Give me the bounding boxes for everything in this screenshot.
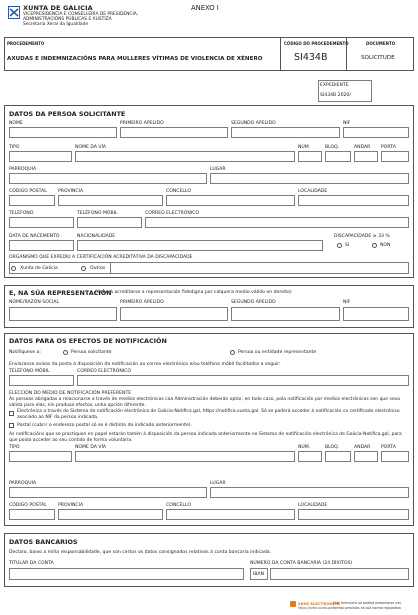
choice-title: ELECCIÓN DO MEDIO DE NOTIFICACIÓN PREFERENTE [9, 391, 132, 396]
label-account: NÚMERO DA CONTA BANCARIA (24 DÍXITOS) [250, 561, 353, 566]
label-lugar: LUGAR [210, 167, 226, 172]
input-nif[interactable] [343, 127, 409, 138]
label-holder: TITULAR DA CONTA [9, 561, 54, 566]
notify-to-label: Notifíquese a: [9, 350, 41, 355]
label-organismo: ORGANISMO QUE EXPEDIU A CERTIFICACIÓN ACREDITATIVA DA DISCAPACIDADE [9, 255, 193, 260]
radio-notify-applicant[interactable] [63, 350, 68, 355]
notification-title: DATOS PARA OS EFECTOS DE NOTIFICACIÓN [9, 337, 167, 345]
dept-line-2: ADMINISTRACIÓNS PÚBLICAS E XUSTIZA [23, 17, 112, 22]
label-n-nome-via: NOME DA VÍA [75, 445, 107, 450]
label-tipo: TIPO [9, 145, 20, 150]
input-n-provincia[interactable] [58, 509, 163, 520]
alerts-text: Enviaranse avisos da posta á disposición da notificación ao correo electrónico e/ou teléfono móbil facilitados a seguir: [9, 362, 281, 367]
footer-note-1: Este formulario só poderá presentarse nas [333, 601, 401, 605]
label-nome: NOME [9, 121, 23, 126]
label-andar: ANDAR [354, 145, 371, 150]
input-apelido2[interactable] [231, 127, 340, 138]
procedure-code: SI434B [294, 52, 328, 63]
input-porta[interactable] [381, 151, 409, 162]
footer-note-2: formas previstas na súa norma reguladora [333, 606, 401, 610]
opt-postal: Postal (cubrir o enderezo postal só se é distinto do indicado anteriormente). [17, 423, 192, 428]
label-localidade: LOCALIDADE [298, 189, 328, 194]
label-n-provincia: PROVINCIA [58, 503, 84, 508]
footer-url[interactable]: https://sede.xunta.gal [298, 606, 334, 610]
code-label: CÓDIGO DO PROCEDEMENTO [284, 41, 349, 46]
input-rep-apelido1[interactable] [120, 307, 228, 321]
dept-line-3: Secretaría Xeral da Igualdade [23, 22, 89, 27]
input-nome-via[interactable] [75, 151, 295, 162]
label-parroquia: PARROQUIA [9, 167, 37, 172]
input-data-nac[interactable] [9, 240, 74, 251]
footer-seal: SEDE ELECTRÓNICA [298, 601, 340, 606]
input-andar[interactable] [354, 151, 378, 162]
label-n-tipo: TIPO [9, 445, 20, 450]
label-n-bloq: BLOQ. [325, 445, 340, 450]
bank-title: DATOS BANCARIOS [9, 538, 78, 546]
label-notif-mobil: TELÉFONO MÓBIL [9, 369, 50, 374]
input-rep-nif[interactable] [343, 307, 409, 321]
input-num[interactable] [298, 151, 322, 162]
input-n-tipo[interactable] [9, 451, 72, 462]
label-notify-rep: Persoa ou entidade representante [238, 350, 317, 355]
file-value[interactable]: SI434B 2020/ [320, 93, 351, 98]
input-bloq[interactable] [325, 151, 351, 162]
label-n-lugar: LUGAR [210, 481, 226, 486]
annex-title: ANEXO I [191, 4, 219, 12]
label-xunta: Xunta de Galicia [20, 266, 58, 271]
label-telefono: TELÉFONO [9, 211, 34, 216]
input-telefono-mobil[interactable] [77, 217, 142, 228]
input-notif-correo[interactable] [77, 375, 409, 386]
input-n-cp[interactable] [9, 509, 55, 520]
radio-discapacidade-non[interactable] [372, 243, 377, 248]
input-provincia[interactable] [58, 195, 163, 206]
input-concello[interactable] [166, 195, 295, 206]
input-n-nome-via[interactable] [75, 451, 295, 462]
procedure-box [4, 37, 414, 71]
label-apelido2: SEGUNDO APELIDO [231, 121, 276, 126]
org-name: XUNTA DE GALICIA [23, 4, 93, 12]
input-parroquia[interactable] [9, 173, 207, 184]
input-localidade[interactable] [298, 195, 409, 206]
procedure-label: PROCEDEMENTO [7, 41, 45, 46]
opt-electronic: Electrónica a través do Sistema de notificación electrónica de Galicia-Notifica.gal, https://notifica.xunta.gal. Só se poderá acceder á notificación co certificado electrónico asociado ao NIF da persoa indicada. [17, 409, 400, 420]
dept-line-1: VICEPRESIDENCIA E CONSELLERÍA DE PRESIDENCIA, [23, 12, 139, 17]
input-outros[interactable] [110, 263, 408, 273]
label-n-porta: PORTA [381, 445, 396, 450]
label-rep-nome: NOME/RAZÓN SOCIAL [9, 300, 60, 305]
file-label: EXPEDIENTE [320, 83, 349, 88]
input-n-parroquia[interactable] [9, 487, 207, 498]
input-account[interactable] [270, 568, 409, 580]
input-lugar[interactable] [210, 173, 409, 184]
label-notif-correo: CORREO ELECTRÓNICO [77, 369, 131, 374]
label-outros: Outros [90, 266, 106, 271]
label-apelido1: PRIMEIRO APELIDO [120, 121, 164, 126]
input-holder[interactable] [9, 568, 244, 580]
representative-title: E, NA SÚA REPRESENTACIÓN [9, 289, 112, 297]
label-iban: IBAN [253, 572, 265, 577]
label-rep-apelido2: SEGUNDO APELIDO [231, 300, 276, 305]
input-rep-apelido2[interactable] [231, 307, 340, 321]
representative-subtitle: (deberá acreditarse a representación fidedigna por calquera medio válido en dereito) [95, 290, 292, 295]
label-n-num: NÚM. [298, 445, 311, 450]
document-label: DOCUMENTO [366, 41, 396, 46]
label-n-concello: CONCELLO [166, 503, 191, 508]
sede-logo-icon [290, 601, 296, 607]
applicant-title: DATOS DA PERSOA SOLICITANTE [9, 110, 126, 118]
input-cp[interactable] [9, 195, 55, 206]
radio-xunta[interactable] [11, 266, 16, 271]
label-n-andar: ANDAR [354, 445, 371, 450]
label-cp: CÓDIGO POSTAL [9, 189, 47, 194]
input-n-andar[interactable] [354, 451, 378, 462]
input-n-porta[interactable] [381, 451, 409, 462]
label-nacionalidade: NACIONALIDADE [77, 234, 116, 239]
label-correo: CORREO ELECTRÓNICO [145, 211, 199, 216]
label-nome-via: NOME DA VÍA [75, 145, 107, 150]
label-concello: CONCELLO [166, 189, 191, 194]
label-n-localidade: LOCALIDADE [298, 503, 328, 508]
input-nome[interactable] [9, 127, 117, 138]
input-n-bloq[interactable] [325, 451, 351, 462]
label-porta: PORTA [381, 145, 396, 150]
input-nacionalidade[interactable] [77, 240, 323, 251]
input-rep-nome[interactable] [9, 307, 117, 321]
input-correo[interactable] [145, 217, 409, 228]
label-discapacidade: DISCAPACIDADE ≥ 33 % [334, 234, 390, 239]
input-n-localidade[interactable] [298, 509, 409, 520]
label-provincia: PROVINCIA [58, 189, 84, 194]
document-value: SOLICITUDE [361, 55, 395, 61]
label-rep-apelido1: PRIMEIRO APELIDO [120, 300, 164, 305]
label-data-nac: DATA DE NACEMENTO [9, 234, 60, 239]
label-non: NON [380, 243, 391, 248]
radio-notify-rep[interactable] [230, 350, 235, 355]
label-notify-applicant: Persoa solicitante [71, 350, 112, 355]
checkbox-electronic[interactable] [9, 411, 14, 416]
label-rep-nif: NIF [343, 300, 351, 305]
radio-discapacidade-si[interactable] [337, 243, 342, 248]
choice-text: As persoas obrigadas a relacionarse a través de medios electrónicos coa Administración deberán optar, en todo caso, pola notificación por medios electrónicos sen que sexa válida para elas, nin produza efectos, unha opción diferente. [9, 397, 400, 408]
label-telefono-mobil: TELÉFONO MÓBIL [77, 211, 118, 216]
xunta-logo [8, 4, 20, 17]
label-n-cp: CÓDIGO POSTAL [9, 503, 47, 508]
input-apelido1[interactable] [120, 127, 228, 138]
label-n-parroquia: PARROQUIA [9, 481, 37, 486]
paper-text: As notificacións que se practiquen en papel estarán tamén á disposición da persoa indicada anteriormente no Sistema de notificación electrónica de Galicia-Notifica.gal, para que poida acceder ao seu contido de forma voluntaria. [9, 432, 402, 443]
procedure-title: AXUDAS E INDEMNIZACIÓNS PARA MULLERES VÍTIMAS DE VIOLENCIA DE XÉNERO [7, 56, 263, 62]
input-notif-mobil[interactable] [9, 375, 74, 386]
input-n-concello[interactable] [166, 509, 295, 520]
radio-outros[interactable] [81, 266, 86, 271]
label-nif: NIF [343, 121, 351, 126]
checkbox-postal[interactable] [9, 423, 14, 428]
bank-declaration: Declaro, baixo a miña responsabilidade, que son certos os datos consignados relativos á conta bancaria indicada. [9, 550, 272, 555]
input-tipo[interactable] [9, 151, 72, 162]
input-telefono[interactable] [9, 217, 74, 228]
label-si: SI [345, 243, 350, 248]
divider [280, 37, 281, 71]
input-n-lugar[interactable] [210, 487, 409, 498]
input-n-num[interactable] [298, 451, 322, 462]
label-num: NÚM. [298, 145, 311, 150]
label-bloq: BLOQ. [325, 145, 340, 150]
